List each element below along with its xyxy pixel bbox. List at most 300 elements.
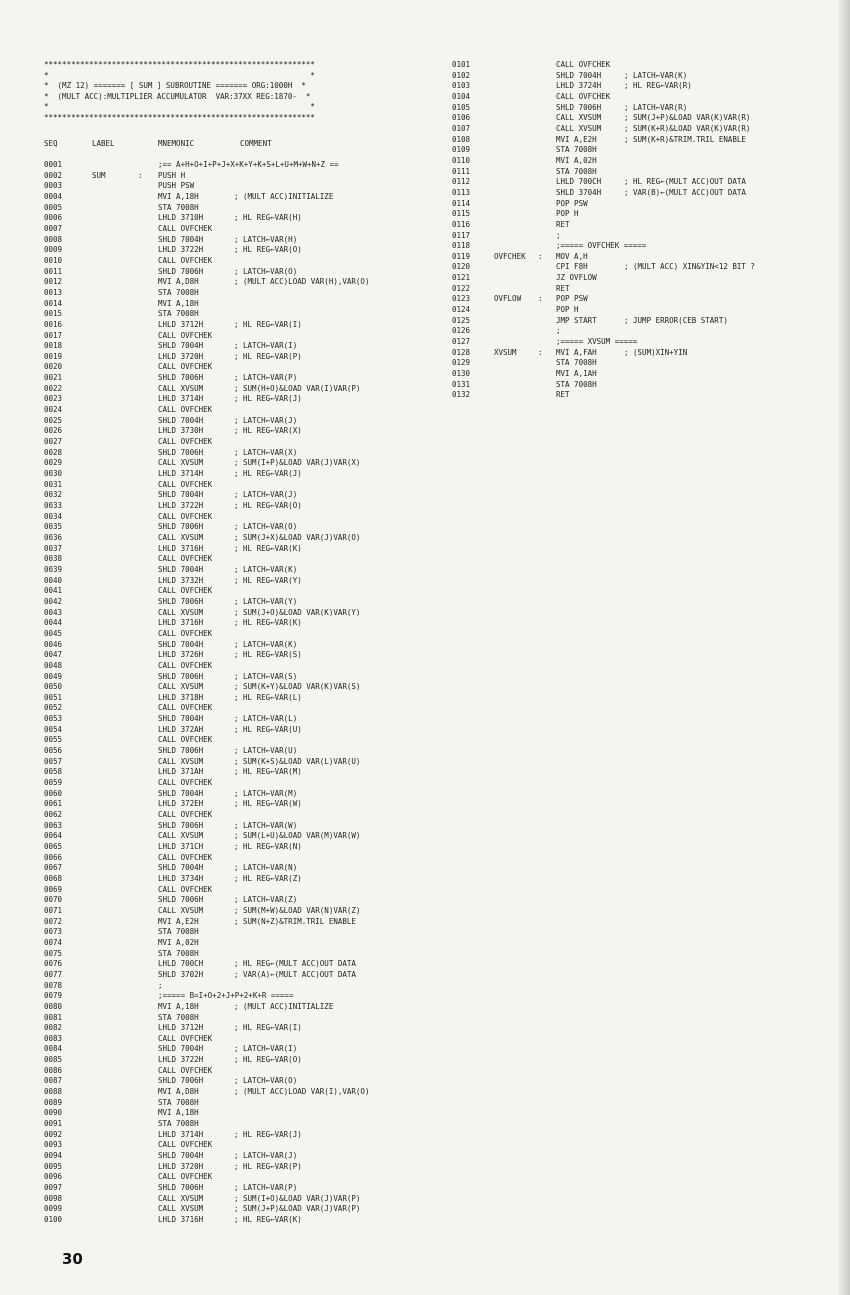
comment: ; LATCH←VAR(J) <box>234 1151 298 1161</box>
comment: ; LATCH←VAR(I) <box>234 1044 298 1054</box>
mnemonic: SHLD 7006H <box>158 596 204 606</box>
mnemonic: SHLD 7006H <box>158 671 204 681</box>
listing-row <box>44 160 439 171</box>
listing-row <box>44 320 439 331</box>
comment: ; HL REG←VAR(O) <box>234 501 302 510</box>
comment: ; VAR(B)←(MULT ACC)OUT DATA <box>624 187 746 197</box>
listing-row <box>452 199 832 210</box>
seq-number: 0118 <box>452 241 471 251</box>
listing-row <box>452 273 832 284</box>
listing-row <box>44 661 439 672</box>
listing-row <box>44 672 439 683</box>
listing-row <box>452 294 832 305</box>
mnemonic: LHLD 3732H <box>158 575 204 585</box>
listing-left-column <box>44 160 439 1226</box>
seq-number: 0050 <box>44 682 63 692</box>
seq-number: 0010 <box>44 255 63 265</box>
mnemonic: SHLD 7004H <box>158 863 204 873</box>
comment: ; HL REG←VAR(X) <box>234 426 302 436</box>
listing-row <box>44 533 439 544</box>
listing-row <box>44 959 439 970</box>
listing-row <box>44 362 439 373</box>
comment: ; LATCH←VAR(P) <box>234 373 298 383</box>
seq-number: 0066 <box>44 852 63 862</box>
seq-number: 0101 <box>452 60 471 69</box>
listing-row <box>452 167 832 178</box>
comment: ; VAR(A)←(MULT ACC)OUT DATA <box>234 969 356 979</box>
listing-row <box>44 405 439 416</box>
listing-row <box>452 156 832 167</box>
listing-row <box>44 693 439 704</box>
mnemonic: SHLD 7006H <box>158 373 204 383</box>
seq-number: 0095 <box>44 1161 63 1171</box>
mnemonic: LHLD 372AH <box>158 724 204 734</box>
mnemonic: LHLD 3722H <box>158 501 204 510</box>
listing-row <box>44 331 439 342</box>
seq-number: 0060 <box>44 788 63 798</box>
seq-number: 0080 <box>44 1001 63 1011</box>
comment: ; JUMP ERROR(CEB START) <box>624 315 728 325</box>
listing-row <box>44 767 439 778</box>
seq-number: 0065 <box>44 842 63 851</box>
column-header-label: LABEL <box>92 139 115 148</box>
comment: ; HL REG←VAR(N) <box>234 842 302 851</box>
listing-row <box>44 235 439 246</box>
comment: ; HL REG←VAR(P) <box>234 351 302 361</box>
listing-row <box>44 1066 439 1077</box>
mnemonic: STA 7008H <box>158 927 199 937</box>
mnemonic: RET <box>556 390 570 400</box>
listing-row <box>452 220 832 231</box>
seq-number: 0036 <box>44 532 63 542</box>
listing-row <box>44 1034 439 1045</box>
mnemonic: ;===== XVSUM ===== <box>556 337 638 347</box>
mnemonic: MVI A,18H <box>158 1001 199 1011</box>
seq-number: 0019 <box>44 351 63 361</box>
comment: ; SUM(J+P)&LOAD VAR(J)VAR(P) <box>234 1204 361 1214</box>
seq-number: 0130 <box>452 369 471 379</box>
listing-row <box>44 288 439 299</box>
line-label: XVSUM <box>494 347 517 357</box>
seq-number: 0073 <box>44 927 63 937</box>
seq-number: 0068 <box>44 873 63 883</box>
listing-row <box>44 1140 439 1151</box>
seq-number: 0029 <box>44 458 63 468</box>
mnemonic: CALL OVFCHEK <box>158 362 213 372</box>
mnemonic: ;===== B=I+O+2+J+P+2+K+R ===== <box>158 991 294 1001</box>
seq-number: 0108 <box>452 134 471 144</box>
mnemonic: SHLD 7006H <box>158 746 204 756</box>
mnemonic: LHLD 3718H <box>158 692 204 702</box>
seq-number: 0005 <box>44 202 63 212</box>
seq-number: 0033 <box>44 501 63 510</box>
mnemonic: CALL OVFCHEK <box>158 330 213 340</box>
comment: ; LATCH←VAR(K) <box>234 639 298 649</box>
comment: ; SUM(I+O)&LOAD VAR(J)VAR(P) <box>234 1193 361 1203</box>
seq-number: 0013 <box>44 287 63 297</box>
comment: ; LATCH←VAR(J) <box>234 415 298 425</box>
seq-number: 0003 <box>44 181 63 191</box>
seq-number: 0056 <box>44 746 63 756</box>
listing-row <box>452 326 832 337</box>
listing-row <box>44 203 439 214</box>
comment: ; HL REG←VAR(L) <box>234 692 302 702</box>
mnemonic: STA 7008H <box>158 202 199 212</box>
comment: ; LATCH←VAR(Y) <box>234 596 298 606</box>
listing-row <box>44 863 439 874</box>
mnemonic: ;===== OVFCHEK ===== <box>556 241 647 251</box>
mnemonic: SHLD 7006H <box>158 895 204 905</box>
listing-row <box>44 1151 439 1162</box>
listing-row <box>44 757 439 768</box>
listing-row <box>44 352 439 363</box>
seq-number: 0008 <box>44 234 63 244</box>
listing-row <box>44 544 439 555</box>
mnemonic: SHLD 7004H <box>158 639 204 649</box>
mnemonic: CALL XVSUM <box>158 905 204 915</box>
mnemonic: LHLD 3716H <box>158 543 204 553</box>
seq-number: 0061 <box>44 799 63 809</box>
comment: ; (MULT ACC) XIN&YIN<12 BIT ? <box>624 262 755 272</box>
listing-row <box>452 262 832 273</box>
comment: ; SUM(I+P)&LOAD VAR(J)VAR(X) <box>234 458 361 468</box>
seq-number: 0119 <box>452 251 471 261</box>
seq-number: 0034 <box>44 511 63 521</box>
listing-row <box>452 135 832 146</box>
page-edge-shadow <box>838 0 850 1295</box>
seq-number: 0109 <box>452 145 471 155</box>
listing-row <box>44 1055 439 1066</box>
mnemonic: LHLD 3722H <box>158 245 204 255</box>
mnemonic: CALL OVFCHEK <box>556 60 611 69</box>
page-number: 30 <box>62 1250 83 1268</box>
comment: ; HL REG←VAR(Z) <box>234 873 302 883</box>
mnemonic: CALL OVFCHEK <box>158 735 213 745</box>
seq-number: 0079 <box>44 991 63 1001</box>
listing-row <box>44 1183 439 1194</box>
seq-number: 0004 <box>44 191 63 201</box>
seq-number: 0093 <box>44 1140 63 1150</box>
mnemonic: CALL OVFCHEK <box>158 1065 213 1075</box>
comment: ; LATCH←VAR(K) <box>624 70 688 80</box>
mnemonic: SHLD 7004H <box>158 234 204 244</box>
mnemonic: LHLD 3720H <box>158 1161 204 1171</box>
label-separator: : <box>138 170 143 180</box>
listing-row <box>44 640 439 651</box>
label-separator: : <box>538 251 543 261</box>
label-separator: : <box>538 294 543 304</box>
listing-row <box>452 284 832 295</box>
mnemonic: MVI A,D8H <box>158 277 199 287</box>
listing-row <box>452 316 832 327</box>
comment: ; LATCH←VAR(U) <box>234 746 298 756</box>
comment: ; HL REG←VAR(I) <box>234 319 302 329</box>
mnemonic: MOV A,H <box>556 251 588 261</box>
listing-row <box>44 917 439 928</box>
seq-number: 0047 <box>44 650 63 660</box>
listing-row <box>44 1172 439 1183</box>
mnemonic: SHLD 7004H <box>158 341 204 351</box>
column-header-mnemonic: MNEMONIC <box>158 139 195 148</box>
mnemonic: POP PSW <box>556 198 588 208</box>
mnemonic: RET <box>556 219 570 229</box>
listing-row <box>452 337 832 348</box>
comment: ; HL REG←VAR(P) <box>234 1161 302 1171</box>
line-label: OVFCHEK <box>494 251 526 261</box>
mnemonic: LHLD 3712H <box>158 319 204 329</box>
listing-row <box>44 554 439 565</box>
listing-row <box>452 113 832 124</box>
mnemonic: CALL OVFCHEK <box>158 884 213 894</box>
listing-row <box>44 618 439 629</box>
listing-row <box>452 124 832 135</box>
listing-row <box>44 1098 439 1109</box>
mnemonic: LHLD 3716H <box>158 1214 204 1224</box>
seq-number: 0035 <box>44 522 63 532</box>
mnemonic: SHLD 7004H <box>158 490 204 500</box>
mnemonic: LHLD 3716H <box>158 618 204 628</box>
comment: ; LATCH←VAR(O) <box>234 266 298 276</box>
seq-number: 0025 <box>44 415 63 425</box>
mnemonic: SHLD 7006H <box>158 820 204 830</box>
mnemonic: POP H <box>556 209 579 219</box>
mnemonic: MVI A,E2H <box>158 916 199 926</box>
mnemonic: MVI A,FAH <box>556 347 597 357</box>
mnemonic: CALL XVSUM <box>158 607 204 617</box>
comment: ; HL REG←VAR(O) <box>234 245 302 255</box>
seq-number: 0052 <box>44 703 63 713</box>
listing-row <box>452 358 832 369</box>
comment: ; LATCH←VAR(O) <box>234 1076 298 1086</box>
mnemonic: STA 7008H <box>158 309 199 319</box>
mnemonic: CALL XVSUM <box>158 458 204 468</box>
comment: ; SUM(K+S)&LOAD VAR(L)VAR(U) <box>234 756 361 766</box>
seq-number: 0007 <box>44 223 63 233</box>
mnemonic: LHLD 371AH <box>158 767 204 777</box>
mnemonic: SHLD 7004H <box>158 415 204 425</box>
seq-number: 0111 <box>452 166 471 176</box>
seq-number: 0042 <box>44 596 63 606</box>
seq-number: 0128 <box>452 347 471 357</box>
seq-number: 0023 <box>44 394 63 404</box>
listing-row <box>452 71 832 82</box>
listing-row <box>44 341 439 352</box>
mnemonic: LHLD 372EH <box>158 799 204 809</box>
listing-row <box>44 1130 439 1141</box>
comment: ; HL REG←(MULT ACC)OUT DATA <box>234 959 356 969</box>
seq-number: 0116 <box>452 219 471 229</box>
listing-row <box>44 1215 439 1226</box>
mnemonic: LHLD 371CH <box>158 842 204 851</box>
mnemonic: STA 7008H <box>556 379 597 389</box>
listing-row <box>44 416 439 427</box>
comment: ; HL REG←VAR(R) <box>624 81 692 91</box>
listing-row <box>44 1162 439 1173</box>
seq-number: 0043 <box>44 607 63 617</box>
mnemonic: MVI A,E2H <box>556 134 597 144</box>
mnemonic: CALL OVFCHEK <box>158 255 213 265</box>
comment: ; LATCH←VAR(M) <box>234 788 298 798</box>
listing-row <box>44 810 439 821</box>
comment: ; (MULT ACC)LOAD VAR(H),VAR(O) <box>234 277 370 287</box>
listing-row <box>44 703 439 714</box>
seq-number: 0015 <box>44 309 63 319</box>
mnemonic: RET <box>556 283 570 293</box>
seq-number: 0067 <box>44 863 63 873</box>
mnemonic: CALL OVFCHEK <box>158 554 213 564</box>
listing-row <box>44 586 439 597</box>
mnemonic: CALL OVFCHEK <box>158 405 213 415</box>
seq-number: 0122 <box>452 283 471 293</box>
listing-row <box>44 224 439 235</box>
listing-row <box>44 490 439 501</box>
listing-row <box>44 1002 439 1013</box>
seq-number: 0049 <box>44 671 63 681</box>
seq-number: 0087 <box>44 1076 63 1086</box>
seq-number: 0112 <box>452 177 471 187</box>
mnemonic: SHLD 7004H <box>158 564 204 574</box>
comment: ; SUM(J+P)&LOAD VAR(K)VAR(R) <box>624 113 751 123</box>
listing-row <box>44 842 439 853</box>
comment: ; HL REG←VAR(K) <box>234 543 302 553</box>
comment: ; HL REG←VAR(U) <box>234 724 302 734</box>
line-label: SUM <box>92 170 106 180</box>
seq-number: 0115 <box>452 209 471 219</box>
seq-number: 0055 <box>44 735 63 745</box>
seq-number: 0030 <box>44 469 63 479</box>
comment: ; SUM(K+R)&LOAD VAR(K)VAR(R) <box>624 123 751 133</box>
mnemonic: CALL OVFCHEK <box>158 852 213 862</box>
mnemonic: JMP START <box>556 315 597 325</box>
listing-row <box>452 305 832 316</box>
seq-number: 0090 <box>44 1108 63 1118</box>
mnemonic: STA 7008H <box>556 166 597 176</box>
listing-row <box>452 60 832 71</box>
seq-number: 0131 <box>452 379 471 389</box>
mnemonic: STA 7008H <box>556 145 597 155</box>
listing-row <box>44 299 439 310</box>
mnemonic: SHLD 3702H <box>158 969 204 979</box>
mnemonic: MVI A,1AH <box>556 369 597 379</box>
seq-number: 0045 <box>44 628 63 638</box>
seq-number: 0081 <box>44 1012 63 1022</box>
listing-row <box>44 373 439 384</box>
listing-row <box>44 831 439 842</box>
comment: ; HL REG←VAR(J) <box>234 469 302 479</box>
mnemonic: SHLD 7006H <box>158 1076 204 1086</box>
seq-number: 0110 <box>452 155 471 165</box>
mnemonic: LHLD 3710H <box>158 213 204 223</box>
mnemonic: LHLD 3722H <box>158 1055 204 1065</box>
banner-subtitle: * (MULT ACC):MULTIPLIER ACCUMULATOR VAR:37XX REG:1870- * <box>44 91 311 101</box>
listing-row <box>452 369 832 380</box>
seq-number: 0011 <box>44 266 63 276</box>
listing-row <box>44 789 439 800</box>
listing-row <box>452 177 832 188</box>
mnemonic: CALL OVFCHEK <box>158 586 213 596</box>
listing-row <box>44 245 439 256</box>
comment: ; SUM(J+O)&LOAD VAR(K)VAR(Y) <box>234 607 361 617</box>
comment: ; SUM(L+U)&LOAD VAR(M)VAR(W) <box>234 831 361 841</box>
listing-row <box>44 1044 439 1055</box>
seq-number: 0054 <box>44 724 63 734</box>
comment: ; HL REG←VAR(O) <box>234 1055 302 1065</box>
seq-number: 0094 <box>44 1151 63 1161</box>
listing-row <box>44 799 439 810</box>
comment: ; LATCH←VAR(H) <box>234 234 298 244</box>
seq-number: 0027 <box>44 437 63 447</box>
seq-number: 0117 <box>452 230 471 240</box>
listing-row <box>44 597 439 608</box>
seq-number: 0021 <box>44 373 63 383</box>
listing-row <box>44 981 439 992</box>
listing-row <box>44 991 439 1002</box>
label-separator: : <box>538 347 543 357</box>
seq-number: 0100 <box>44 1214 63 1224</box>
seq-number: 0105 <box>452 102 471 112</box>
mnemonic: MVI A,02H <box>556 155 597 165</box>
banner-border-bottom: ************************************************************ <box>44 112 315 122</box>
seq-number: 0031 <box>44 479 63 489</box>
mnemonic: STA 7008H <box>158 287 199 297</box>
mnemonic: SHLD 7006H <box>158 266 204 276</box>
seq-number: 0129 <box>452 358 471 368</box>
mnemonic: CALL XVSUM <box>158 383 204 393</box>
listing-row <box>44 735 439 746</box>
mnemonic: PUSH PSW <box>158 181 195 191</box>
mnemonic: STA 7008H <box>158 948 199 958</box>
comment: ; HL REG←VAR(H) <box>234 213 302 223</box>
listing-row <box>44 576 439 587</box>
listing-row <box>44 522 439 533</box>
mnemonic: CALL OVFCHEK <box>158 511 213 521</box>
mnemonic: CALL OVFCHEK <box>158 437 213 447</box>
seq-number: 0041 <box>44 586 63 596</box>
listing-row <box>452 92 832 103</box>
seq-number: 0107 <box>452 123 471 133</box>
seq-number: 0132 <box>452 390 471 400</box>
listing-row <box>44 895 439 906</box>
seq-number: 0113 <box>452 187 471 197</box>
mnemonic: CALL XVSUM <box>158 682 204 692</box>
seq-number: 0085 <box>44 1055 63 1065</box>
mnemonic: CALL OVFCHEK <box>158 703 213 713</box>
mnemonic: MVI A,18H <box>158 191 199 201</box>
column-header-comment: COMMENT <box>240 139 272 148</box>
listing-row <box>44 480 439 491</box>
mnemonic: CALL XVSUM <box>158 756 204 766</box>
listing-row <box>44 1108 439 1119</box>
mnemonic: CALL OVFCHEK <box>158 810 213 820</box>
mnemonic: CALL OVFCHEK <box>158 778 213 788</box>
mnemonic: CALL OVFCHEK <box>158 223 213 233</box>
comment: ; LATCH←VAR(P) <box>234 1183 298 1192</box>
mnemonic: CALL OVFCHEK <box>158 1033 213 1043</box>
mnemonic: SHLD 7004H <box>158 1151 204 1161</box>
comment: ; LATCH←VAR(Z) <box>234 895 298 905</box>
seq-number: 0002 <box>44 170 63 180</box>
seq-number: 0092 <box>44 1129 63 1139</box>
listing-row <box>44 512 439 523</box>
seq-number: 0076 <box>44 959 63 969</box>
seq-number: 0006 <box>44 213 63 223</box>
seq-number: 0086 <box>44 1065 63 1075</box>
banner-border-top: ************************************************************ <box>44 60 315 69</box>
comment: ; (MULT ACC)INITIALIZE <box>234 191 334 201</box>
listing-row <box>44 1013 439 1024</box>
mnemonic: STA 7008H <box>556 358 597 368</box>
seq-number: 0059 <box>44 778 63 788</box>
